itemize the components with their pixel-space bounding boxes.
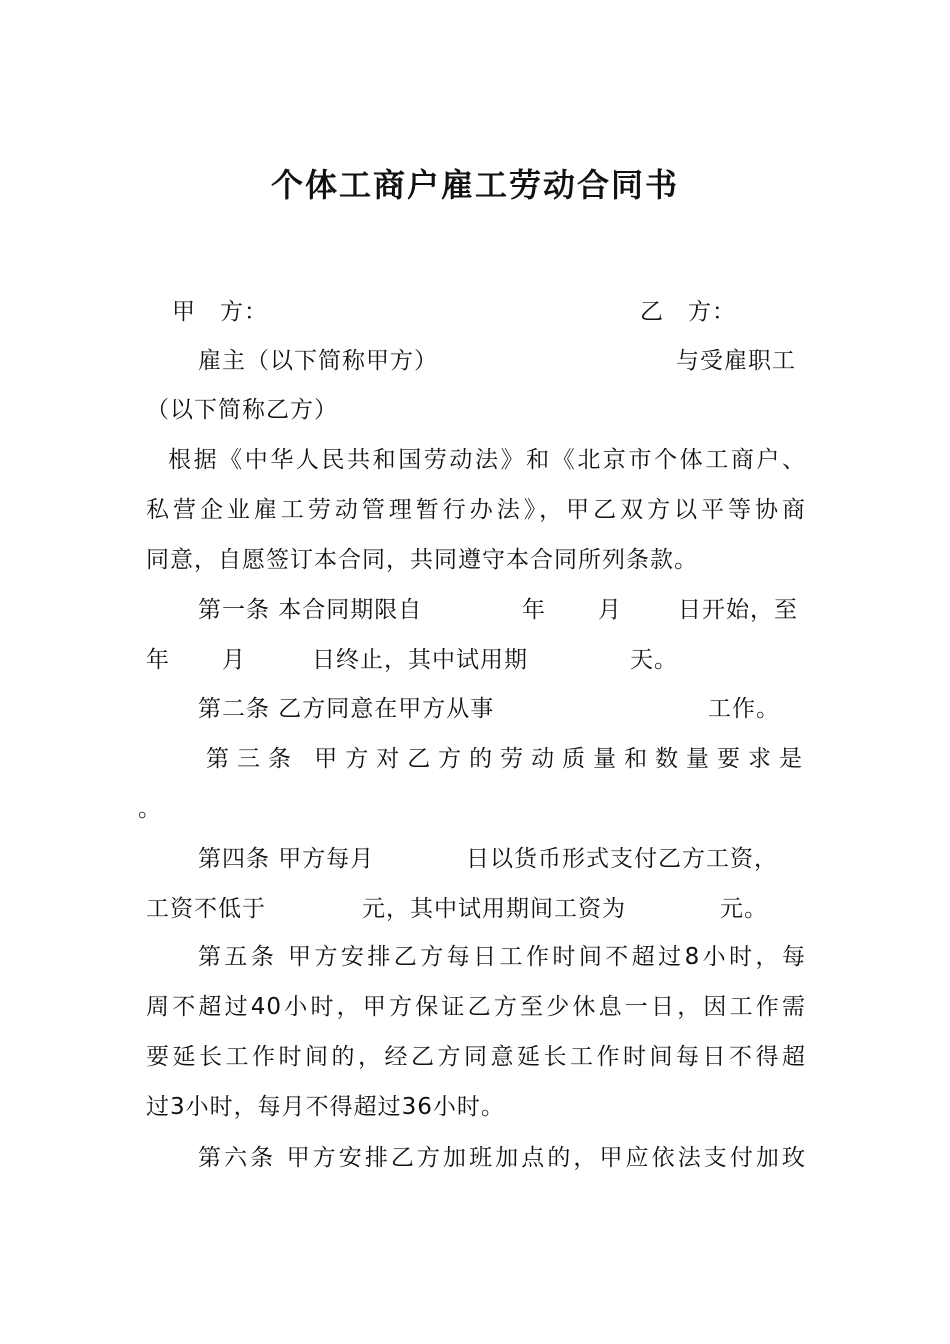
article-1-text-a: 第一条 本合同期限自 <box>198 597 423 623</box>
party-b-label: 乙 方： <box>640 299 736 325</box>
article-2-line <box>146 689 806 729</box>
article-4-text-c: 工资不低于 <box>146 896 266 922</box>
article-4-text-a: 第四条 甲方每月 <box>198 846 375 872</box>
article-5-line-4: 过3小时，每月不得超过36小时。 <box>146 1094 505 1120</box>
article-2-text-b: 工作。 <box>708 696 780 722</box>
article-3-period: 。 <box>138 796 162 822</box>
article-1-year: 年 <box>522 597 546 623</box>
intro-line-1 <box>146 341 806 381</box>
parties-line <box>146 292 806 332</box>
article-1-line-2 <box>146 640 806 680</box>
article-2-text-a: 第二条 乙方同意在甲方从事 <box>198 696 495 722</box>
intro-employee: 与受雇职工 <box>676 348 796 374</box>
intro-employee-cont: （以下简称乙方） <box>146 397 338 423</box>
article-3-text: 第三条 甲方对乙方的劳动质量和数量要求是 <box>206 746 806 772</box>
article-1-year-end: 年 <box>146 647 170 673</box>
article-1-line-1 <box>146 590 806 630</box>
intro-line-2 <box>146 390 806 430</box>
article-4-line-1 <box>146 839 806 879</box>
article-3-line <box>206 739 806 779</box>
article-3-end-line <box>138 789 806 829</box>
article-4-text-b: 日以货币形式支付乙方工资， <box>466 846 778 872</box>
article-5-text-1: 第五条 甲方安排乙方每日工作时间不超过8小时，每 <box>198 944 806 970</box>
article-5-line-1 <box>198 937 806 977</box>
intro-employer: 雇主（以下简称甲方） <box>198 348 438 374</box>
preamble-line-3: 同意，自愿签订本合同，共同遵守本合同所列条款。 <box>146 547 698 573</box>
article-4-text-d: 元，其中试用期间工资为 <box>362 896 626 922</box>
article-1-text-g: 日终止，其中试用期 <box>312 647 528 673</box>
article-6-line-1 <box>198 1138 806 1178</box>
article-6-text-1: 第六条 甲方安排乙方加班加点的，甲应依法支付加玫 <box>198 1145 806 1171</box>
article-4-text-e: 元。 <box>720 896 768 922</box>
article-5-line-2: 周不超过40小时，甲方保证乙方至少休息一日，因工作需 <box>146 994 806 1020</box>
preamble-text-1: 根据《中华人民共和国劳动法》和《北京市个体工商户、 <box>168 447 806 473</box>
article-1-month-end: 月 <box>222 647 246 673</box>
article-1-month: 月 <box>598 597 622 623</box>
article-5-line-3: 要延长工作时间的，经乙方同意延长工作时间每日不得超 <box>146 1044 806 1070</box>
party-a-label: 甲 方： <box>172 299 268 325</box>
article-1-text-d: 日开始，至 <box>678 597 798 623</box>
article-1-days: 天。 <box>630 647 678 673</box>
article-4-line-2 <box>146 889 806 929</box>
preamble-line-1 <box>168 440 806 480</box>
preamble-line-2: 私营企业雇工劳动管理暂行办法》，甲乙双方以平等协商 <box>146 497 806 523</box>
document-title: 个体工商户雇工劳动合同书 <box>270 166 679 204</box>
